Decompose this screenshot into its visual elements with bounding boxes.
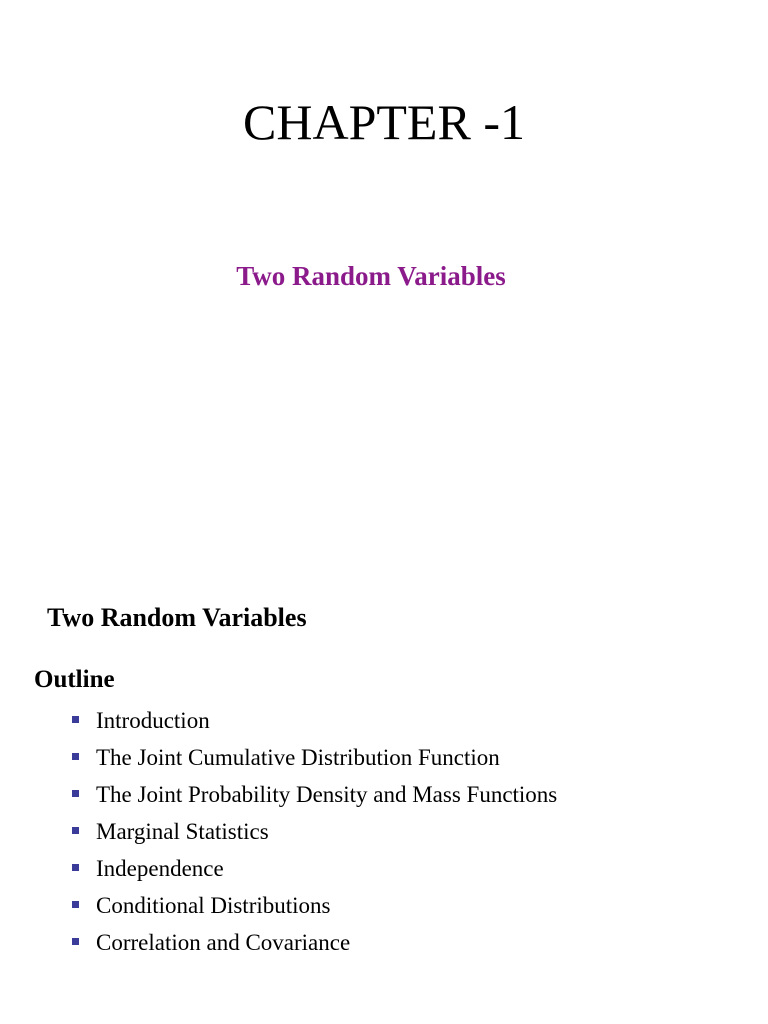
outline-label: Outline [34, 666, 115, 693]
square-bullet-icon [72, 827, 79, 834]
outline-item [72, 850, 557, 887]
outline-item [72, 702, 557, 739]
outline-list [72, 702, 557, 961]
square-bullet-icon [72, 753, 79, 760]
outline-item [72, 887, 557, 924]
outline-item [72, 776, 557, 813]
chapter-subtitle: Two Random Variables [236, 261, 506, 291]
outline-item-label: Independence [96, 855, 224, 881]
outline-item-label: The Joint Cumulative Distribution Function [96, 744, 500, 770]
chapter-title: CHAPTER -1 [243, 94, 525, 150]
outline-item [72, 924, 557, 961]
outline-item [72, 813, 557, 850]
outline-item-label: Correlation and Covariance [96, 929, 351, 955]
outline-item-label: The Joint Probability Density and Mass Functions [96, 781, 558, 807]
outline-item [72, 739, 557, 776]
square-bullet-icon [72, 938, 79, 945]
outline-item-label: Introduction [96, 707, 210, 733]
square-bullet-icon [72, 790, 79, 797]
square-bullet-icon [72, 901, 79, 908]
square-bullet-icon [72, 716, 79, 723]
square-bullet-icon [72, 864, 79, 871]
section-heading: Two Random Variables [47, 603, 307, 632]
outline-item-label: Conditional Distributions [96, 892, 331, 918]
outline-item-label: Marginal Statistics [96, 818, 269, 844]
